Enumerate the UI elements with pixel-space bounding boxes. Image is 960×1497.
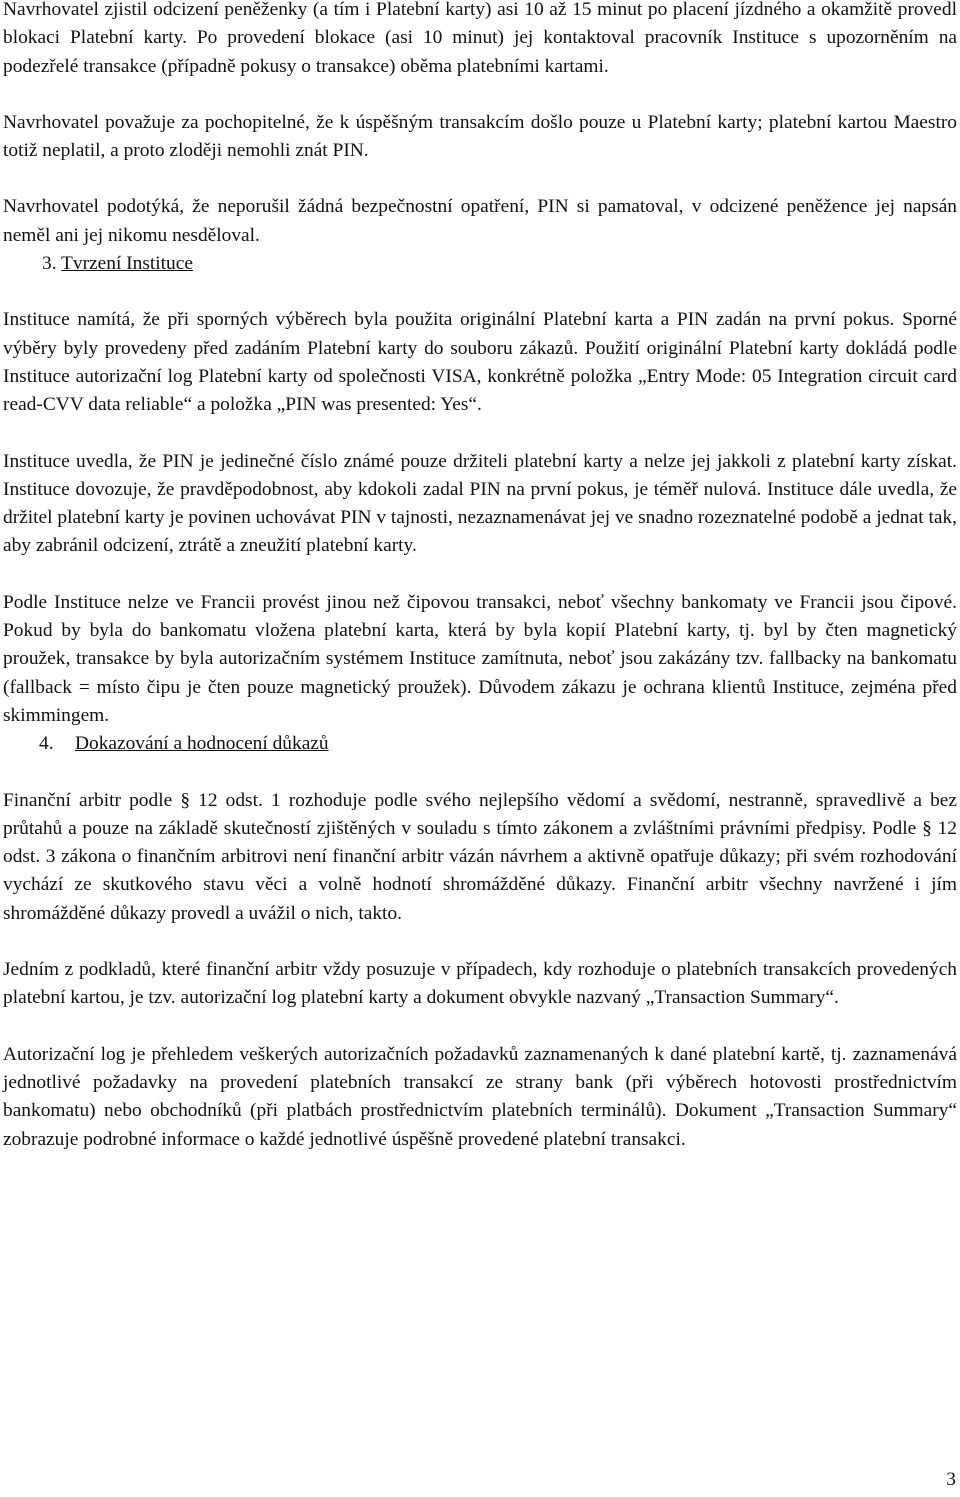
document-page <box>3 0 957 1154</box>
section-4-title: Dokazování a hodnocení důkazů <box>75 733 329 755</box>
section-4-number: 4. <box>39 733 54 755</box>
section-3-number: 3. <box>42 253 57 275</box>
paragraph-pin-unique: Instituce uvedla, že PIN je jedinečné číslo známé pouze držiteli platební karty a nelze jej jakkoli z platební karty získat. Instituce dovozuje, že pravděpodobnost, aby kdokoli zadal PIN na první pokus, je téměř nulová. Instituce dále uvedla, že držitel platební karty je povinen uchovávat PIN v tajnosti, nezaznamenávat jej ve snadno rozeznatelné podobě a jednat tak, aby zabránil odcizení, ztrátě a zneužití platební karty. <box>3 450 957 557</box>
paragraph-chip-france: Podle Instituce nelze ve Francii provést jinou než čipovou transakci, neboť všechny bankomaty ve Francii jsou čipové. Pokud by byla do bankomatu vložena platební karta, která by byla kopií Platební karty, tj. byl by čten magnetický proužek, transakce by byla autorizačním systémem Instituce zamítnuta, neboť jsou zakázány tzv. fallbacky na bankomatu (fallback = místo čipu je čten pouze magnetický proužek). Důvodem zákazu je ochrana klientů Instituce, zejména před skimmingem. <box>3 591 957 726</box>
paragraph-institution-objection: Instituce namítá, že při sporných výběrech byla použita originální Platební karta a PIN zadán na první pokus. Sporné výběry byly provedeny před zadáním Platební karty do souboru zákazů. Použití originální Platební karty dokládá podle Instituce autorizační log Platební karty od společnosti VISA, konkrétně položka „Entry Mode: 05 Integration circuit card read-CVV data reliable“ a položka „PIN was presented: Yes“. <box>3 309 957 416</box>
paragraph-authorization-log-overview: Autorizační log je přehledem veškerých autorizačních požadavků zaznamenaných k dané platební kartě, tj. zaznamenává jednotlivé požadavky na provedení platebních transakcí ze strany bank (při výběrech hotovosti prostřednictvím bankomatu) nebo obchodníků (při platbách prostřednictvím platebních terminálů). Dokument „Transaction Summary“ zobrazuje podrobné informace o každé jednotlivé úspěšně provedené platební transakci. <box>3 1043 957 1150</box>
section-3-heading <box>3 250 957 278</box>
paragraph-arbiter-decides: Finanční arbitr podle § 12 odst. 1 rozhoduje podle svého nejlepšího vědomí a svědomí, nestranně, spravedlivě a bez průtahů a pouze na základě skutečností zjištěných v souladu s tímto zákonem a zvláštními právními předpisy. Podle § 12 odst. 3 zákona o finančním arbitrovi není finanční arbitr vázán návrhem a aktivně opatřuje důkazy; při svém rozhodování vychází ze skutkového stavu věci a volně hodnotí shromážděné důkazy. Finanční arbitr všechny navržené i jím shromážděné důkazy provedl a uvážil o nich, takto. <box>3 789 957 924</box>
section-3-title: Tvrzení Instituce <box>61 253 193 275</box>
section-4-heading <box>3 730 957 758</box>
paragraph-security-measures: Navrhovatel podotýká, že neporušil žádná bezpečnostní opatření, PIN si pamatoval, v odcizené peněžence jej napsán neměl ani jej nikomu nesděloval. <box>3 196 957 246</box>
page-number: 3 <box>946 1469 956 1490</box>
paragraph-authorization-log-basis: Jedním z podkladů, které finanční arbitr vždy posuzuje v případech, kdy rozhoduje o platebních transakcích provedených platební kartou, je tzv. autorizační log platební karty a dokument obvykle nazvaný „Transaction Summary“. <box>3 959 957 1009</box>
paragraph-successful-transactions: Navrhovatel považuje za pochopitelné, že k úspěšným transakcím došlo pouze u Platební karty; platební kartou Maestro totiž neplatil, a proto zloději nemohli znát PIN. <box>3 111 957 162</box>
paragraph-theft-report: Navrhovatel zjistil odcizení peněženky (a tím i Platební karty) asi 10 až 15 minut po placení jízdného a okamžitě provedl blokaci Platební karty. Po provedení blokace (asi 10 minut) jej kontaktoval pracovník Instituce s upozorněním na podezřelé transakce (případně pokusy o transakce) oběma platebními kartami. <box>3 0 957 77</box>
